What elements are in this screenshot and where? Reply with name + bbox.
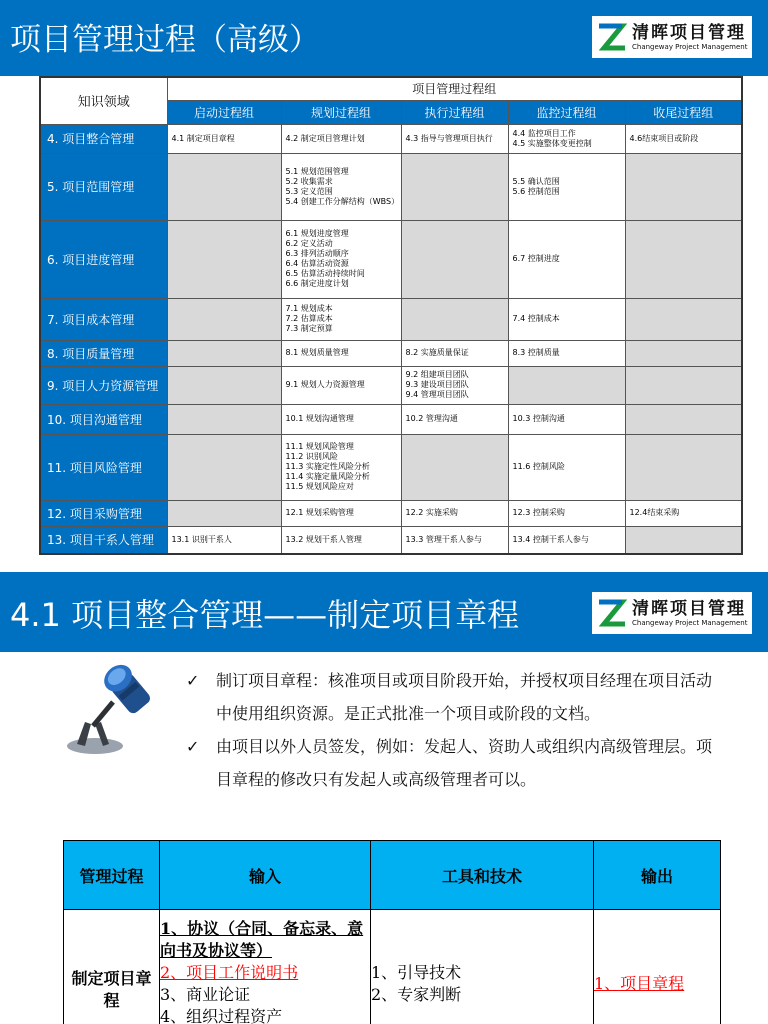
- process-cell: [625, 124, 742, 153]
- process-cell: [281, 124, 401, 153]
- knowledge-row: [40, 124, 742, 153]
- process-table: [63, 840, 721, 1024]
- process-cell: [401, 298, 508, 340]
- process-cell: [167, 404, 281, 434]
- process-item: 9.3 建设项目团队: [405, 380, 469, 389]
- title-bar: [0, 0, 768, 76]
- title-bar: [0, 572, 768, 652]
- process-item: 4.2 制定项目管理计划: [285, 133, 365, 143]
- process-cell: [625, 434, 742, 500]
- process-cell: [401, 153, 508, 220]
- slide-develop-charter: [0, 572, 768, 1024]
- group-executing: 执行过程组: [401, 100, 508, 124]
- process-item: 6.1 规划进度管理: [285, 229, 349, 238]
- process-item: 4.1 制定项目章程: [171, 133, 235, 143]
- process-item: 7.1 规划成本: [285, 304, 333, 313]
- process-item: 5.1 规划范围管理: [285, 166, 349, 176]
- process-cell: [508, 366, 625, 404]
- process-item: 11.4 实施定量风险分析: [285, 472, 370, 481]
- header-tools: 工具和技术: [371, 841, 594, 910]
- process-cell: [167, 153, 281, 220]
- process-cell: [281, 298, 401, 340]
- knowledge-area-label: 7. 项目成本管理: [40, 298, 167, 340]
- process-item: 4.4 监控项目工作: [512, 128, 576, 138]
- process-item: 13.1 识别干系人: [171, 534, 232, 544]
- process-item: 8.3 控制质量: [512, 348, 560, 357]
- process-cell: [625, 298, 742, 340]
- knowledge-row: [40, 500, 742, 526]
- process-item: 5.5 确认范围: [512, 176, 560, 186]
- process-cell: [625, 153, 742, 220]
- process-item: 11.5 规划风险应对: [285, 482, 354, 491]
- process-cell: [508, 340, 625, 366]
- bullet-text: 制订项目章程：核准项目或项目阶段开始，并授权项目经理在项目活动中使用组织资源。是正式批准一个项目或阶段的文档。: [216, 671, 713, 723]
- check-icon: ✓: [186, 737, 200, 756]
- process-item: 6.2 定义活动: [285, 239, 333, 248]
- group-monitoring: 监控过程组: [508, 100, 625, 124]
- process-item: 6.4 估算活动资源: [285, 259, 349, 268]
- process-item: 5.4 创建工作分解结构（WBS）: [285, 196, 400, 206]
- header-outputs: 输出: [594, 841, 721, 910]
- slide-title: 项目管理过程（高级）: [10, 22, 320, 58]
- process-item: 11.1 规划风险管理: [285, 442, 354, 451]
- process-item: 12.4结束采购: [629, 508, 680, 517]
- logo-text-en: Changeway Project Management: [632, 619, 748, 627]
- process-cell: [401, 220, 508, 298]
- process-cell: [401, 366, 508, 404]
- process-item: 11.6 控制风险: [512, 462, 565, 471]
- logo-text-cn: 清晖项目管理: [632, 23, 746, 43]
- process-cell: [401, 526, 508, 554]
- process-cell: [508, 526, 625, 554]
- process-item: 4.3 指导与管理项目执行: [405, 133, 493, 143]
- process-cell: [625, 500, 742, 526]
- process-cell: [625, 366, 742, 404]
- knowledge-area-label: 12. 项目采购管理: [40, 500, 167, 526]
- bullet-item: [186, 664, 726, 730]
- corner-header: 知识领域: [40, 77, 167, 124]
- process-cell: [281, 526, 401, 554]
- process-cell: [167, 220, 281, 298]
- process-item: 10.2 管理沟通: [405, 414, 458, 423]
- knowledge-area-label: 6. 项目进度管理: [40, 220, 167, 298]
- process-item: 13.3 管理干系人参与: [405, 534, 482, 544]
- process-cell: [508, 298, 625, 340]
- knowledge-row: [40, 366, 742, 404]
- process-item: 7.3 制定预算: [285, 324, 333, 333]
- tool-item: 2、专家判断: [371, 985, 462, 1004]
- process-item: 7.2 估算成本: [285, 314, 333, 323]
- logo-text-en: Changeway Project Management: [632, 43, 748, 51]
- company-logo: [592, 592, 752, 634]
- process-item: 7.4 控制成本: [512, 314, 560, 323]
- group-planning: 规划过程组: [281, 100, 401, 124]
- knowledge-row: [40, 153, 742, 220]
- process-item: 5.2 收集需求: [285, 176, 333, 186]
- knowledge-row: [40, 298, 742, 340]
- process-cell: [281, 500, 401, 526]
- knowledge-row: [40, 220, 742, 298]
- process-cell: [167, 434, 281, 500]
- bullet-text: 由项目以外人员签发，例如：发起人、资助人或组织内高级管理层。项目章程的修改只有发起人或高级管理者可以。: [216, 737, 713, 789]
- process-item: 5.6 控制范围: [512, 186, 560, 196]
- process-item: 8.1 规划质量管理: [285, 348, 349, 357]
- output-item: 1、项目章程: [594, 974, 685, 993]
- group-header: 项目管理过程组: [167, 77, 742, 100]
- process-item: 6.3 排列活动顺序: [285, 249, 349, 258]
- inputs-cell: [160, 910, 371, 1024]
- process-cell: [167, 526, 281, 554]
- header-inputs: 输入: [160, 841, 371, 910]
- process-cell: [508, 153, 625, 220]
- process-cell: [508, 500, 625, 526]
- process-item: 11.2 识别风险: [285, 452, 338, 461]
- bullet-item: [186, 730, 726, 796]
- microphone-icon: [55, 660, 155, 760]
- knowledge-area-label: 5. 项目范围管理: [40, 153, 167, 220]
- process-item: 11.3 实施定性风险分析: [285, 462, 370, 471]
- process-cell: [508, 124, 625, 153]
- input-item: 3、商业论证: [160, 985, 251, 1004]
- process-cell: [401, 404, 508, 434]
- process-cell: [625, 340, 742, 366]
- process-cell: [508, 404, 625, 434]
- header-process: 管理过程: [64, 841, 160, 910]
- tools-cell: [371, 910, 594, 1024]
- knowledge-row: [40, 404, 742, 434]
- process-item: 6.5 估算活动持续时间: [285, 269, 365, 278]
- process-item: 10.1 规划沟通管理: [285, 414, 354, 423]
- process-item: 6.7 控制进度: [512, 254, 560, 263]
- tool-item: 1、引导技术: [371, 963, 462, 982]
- bullet-list: [186, 664, 726, 796]
- input-item: 2、项目工作说明书: [160, 963, 299, 982]
- process-item: 8.2 实施质量保证: [405, 348, 469, 357]
- process-cell: [401, 340, 508, 366]
- knowledge-row: [40, 340, 742, 366]
- process-item: 4.5 实施整体变更控制: [512, 138, 592, 148]
- process-cell: [167, 124, 281, 153]
- process-cell: [401, 500, 508, 526]
- knowledge-area-label: 4. 项目整合管理: [40, 124, 167, 153]
- logo-text-cn: 清晖项目管理: [632, 599, 746, 619]
- knowledge-area-table: [39, 76, 743, 555]
- process-item: 4.6结束项目或阶段: [629, 133, 699, 143]
- knowledge-area-label: 8. 项目质量管理: [40, 340, 167, 366]
- process-item: 13.4 控制干系人参与: [512, 534, 589, 544]
- knowledge-area-label: 13. 项目干系人管理: [40, 526, 167, 554]
- knowledge-area-label: 9. 项目人力资源管理: [40, 366, 167, 404]
- outputs-cell: [594, 910, 721, 1024]
- check-icon: ✓: [186, 671, 200, 690]
- process-cell: [167, 366, 281, 404]
- knowledge-row: [40, 434, 742, 500]
- process-cell: [625, 220, 742, 298]
- process-item: 5.3 定义范围: [285, 186, 333, 196]
- process-item: 9.2 组建项目团队: [405, 370, 469, 379]
- process-cell: [167, 340, 281, 366]
- process-cell: [281, 153, 401, 220]
- process-item: 6.6 制定进度计划: [285, 279, 349, 288]
- process-cell: [281, 340, 401, 366]
- process-cell: [281, 220, 401, 298]
- company-logo: [592, 16, 752, 58]
- process-cell: [281, 366, 401, 404]
- process-item: 13.2 规划干系人管理: [285, 534, 362, 544]
- process-cell: [167, 298, 281, 340]
- process-name: 制定项目章程: [64, 910, 160, 1024]
- knowledge-area-label: 11. 项目风险管理: [40, 434, 167, 500]
- process-cell: [167, 500, 281, 526]
- group-initiating: 启动过程组: [167, 100, 281, 124]
- input-item: 4、组织过程资产: [160, 1007, 283, 1024]
- process-cell: [401, 434, 508, 500]
- logo-mark-icon: [596, 20, 628, 54]
- logo-mark-icon: [596, 596, 628, 630]
- group-closing: 收尾过程组: [625, 100, 742, 124]
- process-item: 12.1 规划采购管理: [285, 508, 354, 517]
- process-cell: [281, 434, 401, 500]
- process-item: 10.3 控制沟通: [512, 414, 565, 423]
- process-item: 9.4 管理项目团队: [405, 390, 469, 399]
- process-item: 9.1 规划人力资源管理: [285, 380, 365, 389]
- process-cell: [625, 526, 742, 554]
- knowledge-area-label: 10. 项目沟通管理: [40, 404, 167, 434]
- input-item: 1、协议（合同、备忘录、意向书及协议等）: [160, 919, 364, 960]
- process-item: 12.3 控制采购: [512, 508, 565, 517]
- knowledge-row: [40, 526, 742, 554]
- process-cell: [401, 124, 508, 153]
- process-cell: [625, 404, 742, 434]
- process-cell: [508, 220, 625, 298]
- process-item: 12.2 实施采购: [405, 508, 458, 517]
- slide-title: 4.1 项目整合管理——制定项目章程: [10, 596, 520, 634]
- process-cell: [508, 434, 625, 500]
- process-cell: [281, 404, 401, 434]
